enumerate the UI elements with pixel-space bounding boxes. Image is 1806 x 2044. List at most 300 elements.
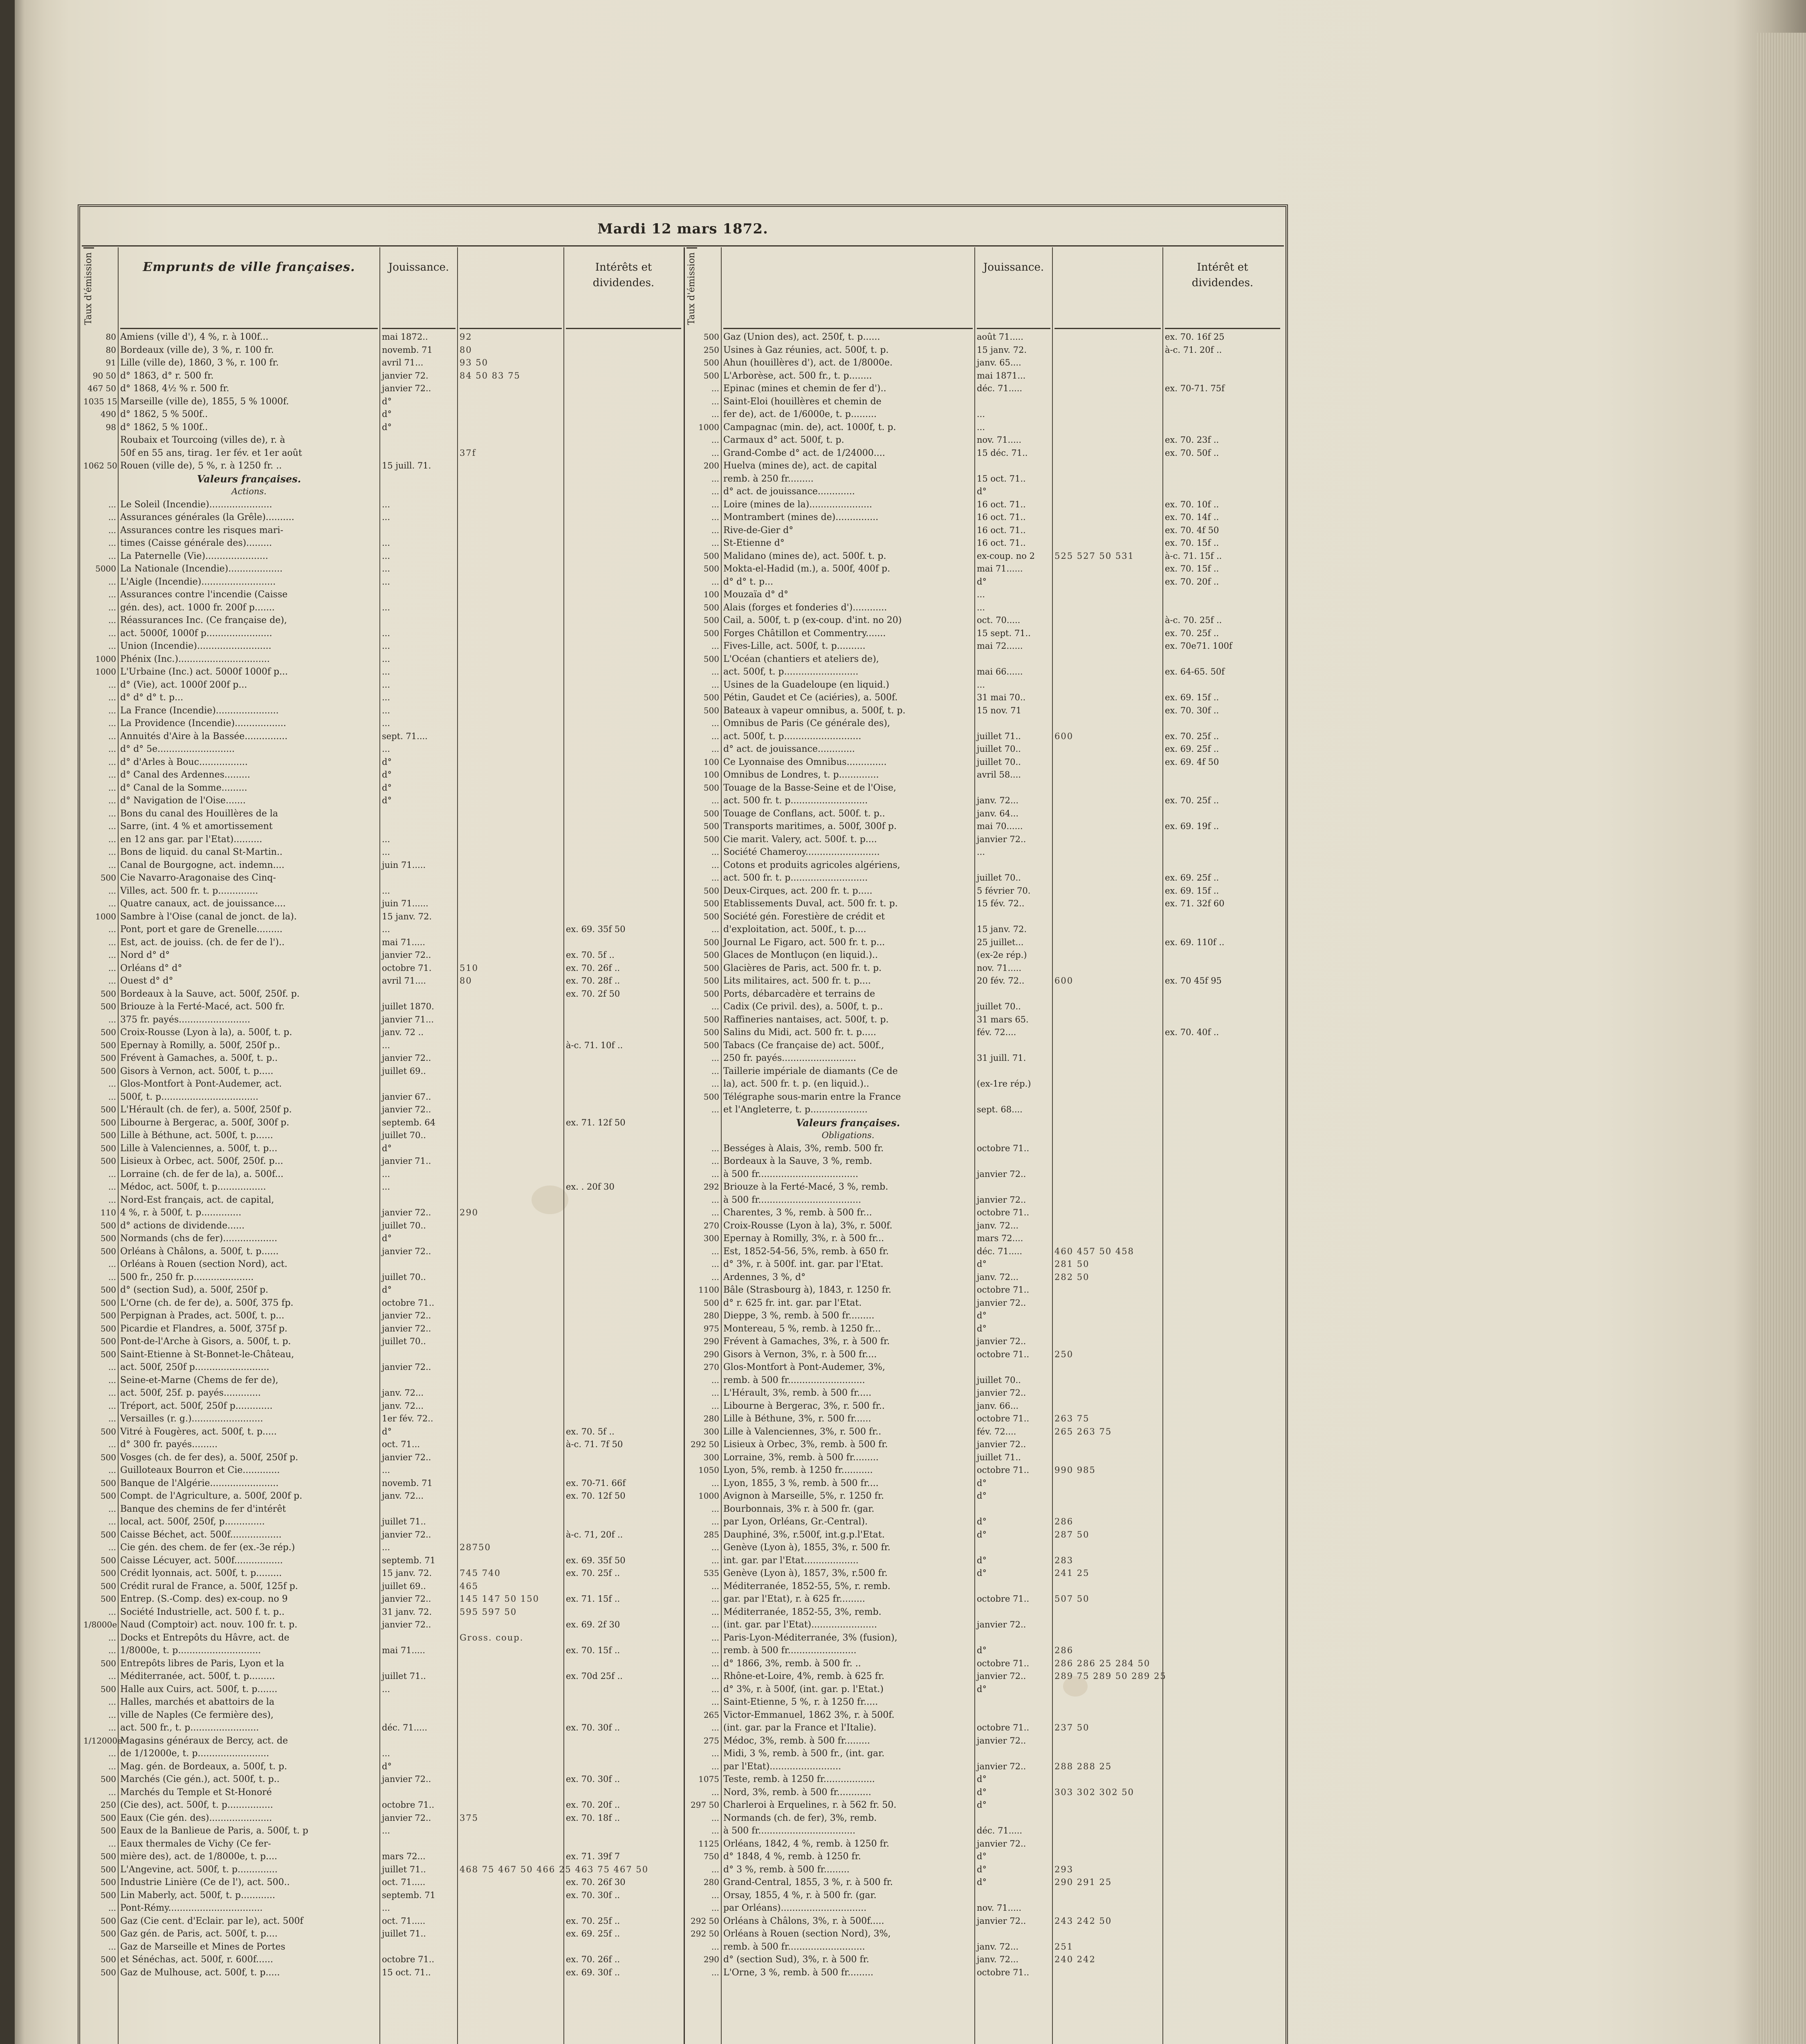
table-cell-desc: Caisse Béchet, act. 500f..................	[120, 1529, 282, 1540]
table-cell-div	[566, 1297, 681, 1310]
table-cell-desc: Montrambert (mines de)...............	[723, 512, 879, 522]
table-cell-rate: 275	[703, 1735, 719, 1746]
table-cell-quote: 237 50	[1054, 1723, 1090, 1732]
table-cell-desc: 250 fr. payés..........................	[723, 1053, 856, 1063]
table-cell-jouis: janvier 72..	[977, 1735, 1026, 1746]
table-cell-jouis: 15 janv. 72.	[977, 924, 1027, 934]
table-cell-jouis: janv. 72...	[977, 796, 1019, 805]
table-cell-rate: ...	[711, 525, 719, 535]
table-cell-jouis: juillet 71..	[382, 1864, 426, 1874]
table-cell-div	[566, 408, 681, 421]
rate-column	[82, 247, 122, 2044]
table-cell-rate: 500	[100, 1684, 116, 1694]
table-cell-div	[566, 370, 681, 383]
table-cell-quote	[460, 859, 562, 872]
table-cell-jouis: juin 71......	[382, 899, 429, 908]
table-cell-div	[1165, 1824, 1280, 1838]
table-cell-quote	[1054, 1232, 1161, 1245]
table-cell-div	[566, 1206, 681, 1219]
table-cell-jouis: juillet 70..	[977, 1375, 1021, 1385]
table-cell-quote	[460, 782, 562, 795]
table-cell-desc: Croix-Rousse (Lyon à la), a. 500f, t. p.	[120, 1027, 292, 1038]
table-cell-desc: Fives-Lille, act. 500f, t. p..........	[723, 641, 866, 651]
table-cell-rate: ...	[711, 1813, 719, 1823]
table-cell-rate: 500	[703, 564, 719, 574]
table-cell-quote	[460, 576, 562, 589]
table-cell-quote	[460, 408, 562, 421]
table-cell-div	[566, 1194, 681, 1207]
table-cell-div	[566, 1335, 681, 1348]
table-cell-jouis: d°	[382, 1285, 392, 1295]
table-cell-quote	[460, 1245, 562, 1258]
table-cell-quote	[460, 1709, 562, 1722]
table-cell-desc: L'Hérault (ch. de fer), a. 500f, 250f p.	[120, 1105, 292, 1115]
table-cell-div	[566, 1078, 681, 1091]
table-cell-quote	[1054, 691, 1161, 704]
table-cell-div	[1165, 1129, 1280, 1142]
table-cell-desc: Saint-Etienne à St-Bonnet-le-Château,	[120, 1349, 294, 1360]
table-cell-div	[566, 511, 681, 524]
table-cell-desc: act. 5000f, 1000f p.......................	[120, 628, 272, 639]
table-cell-div	[566, 910, 681, 923]
table-cell-jouis	[382, 1374, 455, 1387]
table-cell-quote: 595 597 50	[460, 1607, 517, 1617]
table-cell-quote	[460, 717, 562, 730]
table-cell-quote: 465	[460, 1581, 479, 1591]
table-cell-jouis: d°	[382, 782, 392, 793]
table-cell-jouis	[977, 717, 1050, 730]
table-cell-desc: la), act. 500 fr. t. p. (en liquid.)..	[723, 1079, 869, 1089]
table-cell-quote: 990 985	[1054, 1465, 1096, 1475]
table-cell-div	[566, 782, 681, 795]
table-cell-div	[1165, 1503, 1280, 1516]
table-cell-jouis	[977, 1606, 1050, 1619]
table-cell-desc: (int. gar. par la France et l'Italie).	[723, 1723, 877, 1733]
table-cell-rate: 500	[100, 1246, 116, 1256]
table-cell-rate: 1/12000e	[83, 1735, 122, 1746]
table-cell-div	[566, 1142, 681, 1155]
table-cell-div	[566, 846, 681, 859]
table-cell-rate: 91	[105, 358, 116, 368]
table-cell-quote: 525 527 50 531	[1054, 551, 1134, 561]
table-cell-quote	[1054, 1091, 1161, 1104]
table-cell-desc: Briouze à la Ferté-Macé, 3 %, remb.	[723, 1182, 888, 1192]
table-cell-quote	[460, 1747, 562, 1760]
table-cell-jouis: d°	[977, 1774, 987, 1784]
table-cell-jouis	[977, 459, 1050, 473]
table-cell-rate: 500	[100, 1143, 116, 1153]
table-cell-desc: St-Etienne d°	[723, 538, 785, 548]
table-cell-jouis: janvier 72..	[382, 950, 431, 960]
table-cell-quote	[460, 1026, 562, 1039]
table-cell-desc: Paris-Lyon-Méditerranée, 3% (fusion),	[723, 1632, 897, 1643]
table-cell-div	[1165, 485, 1280, 498]
table-cell-rate: ...	[711, 512, 719, 522]
table-cell-rate: 1075	[698, 1774, 719, 1784]
table-cell-desc: Orléans d° d°	[120, 963, 182, 973]
table-cell-jouis	[977, 1747, 1050, 1760]
table-cell-div: ex. 69. 30f ..	[566, 1967, 620, 1977]
table-cell-div	[566, 1155, 681, 1168]
table-cell-div: ex. 69. 19f ..	[1165, 821, 1219, 831]
table-cell-div: ex. 70. 20f ..	[1165, 576, 1219, 587]
table-cell-div: ex. 70 45f 95	[1165, 976, 1222, 986]
table-cell-jouis: juillet 71..	[382, 1929, 426, 1939]
table-cell-rate: ...	[108, 1941, 116, 1952]
table-cell-jouis	[382, 588, 455, 601]
table-cell-desc: d'exploitation, act. 500f., t. p....	[723, 924, 866, 935]
table-cell-div	[1165, 1103, 1280, 1116]
table-cell-desc: Roubaix et Tourcoing (villes de), r. à	[120, 435, 285, 445]
table-cell-quote: 80	[460, 345, 472, 355]
table-cell-jouis	[977, 1039, 1050, 1052]
table-cell-jouis	[977, 395, 1050, 408]
table-cell-jouis: mars 72....	[977, 1233, 1023, 1243]
table-cell-jouis: octobre 71..	[977, 1208, 1030, 1217]
table-cell-desc: Pont-de-l'Arche à Gisors, a. 500f, t. p.	[120, 1336, 291, 1347]
table-cell-rate: ...	[711, 796, 719, 805]
table-cell-quote	[1054, 459, 1161, 473]
table-cell-quote	[460, 923, 562, 936]
table-cell-quote	[460, 1013, 562, 1026]
table-cell-rate: ...	[711, 1401, 719, 1411]
table-cell-rate: 975	[703, 1323, 719, 1334]
table-cell-quote	[460, 1464, 562, 1477]
table-cell-div	[1165, 717, 1280, 730]
table-cell-desc: Sambre à l'Oise (canal de jonct. de la).	[120, 911, 297, 922]
table-cell-quote	[1054, 1490, 1161, 1503]
table-cell-jouis: 16 oct. 71..	[977, 525, 1026, 535]
table-cell-desc: Orléans à Rouen (section Nord), act.	[120, 1259, 287, 1269]
table-cell-jouis: janvier 72..	[977, 1761, 1026, 1771]
table-cell-rate: ...	[711, 679, 719, 690]
table-cell-quote	[1054, 988, 1161, 1001]
table-cell-quote	[460, 1219, 562, 1233]
table-cell-div	[566, 653, 681, 666]
table-cell-desc: Assurances contre les risques mari-	[120, 525, 283, 536]
table-cell-rate: ...	[711, 409, 719, 419]
table-cell-jouis: octobre 71..	[977, 1414, 1030, 1423]
table-cell-desc: Glacières de Paris, act. 500 fr. t. p.	[723, 963, 882, 973]
table-cell-quote	[1054, 1927, 1161, 1941]
table-cell-div	[1165, 833, 1280, 846]
table-cell-desc: act. 500f, t. p..........................	[723, 667, 859, 677]
table-cell-quote	[1054, 1709, 1161, 1722]
table-cell-desc: Gaz de Mulhouse, act. 500f, t. p.....	[120, 1967, 280, 1978]
table-cell-div: ex. 70-71. 66f	[566, 1478, 626, 1488]
table-cell-jouis: ...	[382, 654, 390, 664]
table-cell-quote	[1054, 1683, 1161, 1696]
table-cell-div	[1165, 1593, 1280, 1606]
table-cell-desc: Bons de liquid. du canal St-Martin..	[120, 847, 283, 857]
table-cell-jouis: 31 janv. 72.	[382, 1607, 432, 1617]
table-cell-quote: 290 291 25	[1054, 1877, 1112, 1887]
table-cell-jouis: d°	[977, 1517, 987, 1526]
table-cell-jouis: janvier 72..	[382, 1105, 431, 1114]
table-cell-jouis: septemb. 71	[382, 1555, 435, 1565]
table-cell-rate: ...	[108, 1388, 116, 1398]
table-cell-quote	[460, 1529, 562, 1542]
table-cell-rate: ...	[108, 937, 116, 947]
table-cell-rate: ...	[711, 924, 719, 934]
table-cell-quote	[460, 653, 562, 666]
table-cell-quote	[460, 1760, 562, 1773]
table-cell-jouis: d°	[977, 576, 987, 587]
table-cell-quote	[1054, 859, 1161, 872]
table-cell-desc: Dauphiné, 3%, r.500f, int.g.p.l'Etat.	[723, 1529, 885, 1540]
table-cell-div: ex. 70. 15f ..	[1165, 564, 1219, 574]
table-cell-quote: 92	[460, 332, 472, 342]
table-cell-desc: La France (Incendie)......................	[120, 705, 279, 716]
table-cell-rate: 500	[100, 1002, 116, 1011]
table-cell-div: ex. 69. 25f ..	[566, 1929, 620, 1939]
table-cell-rate: 500	[100, 1478, 116, 1488]
table-cell-jouis: août 71.....	[977, 332, 1023, 342]
table-cell-div	[1165, 459, 1280, 473]
table-cell-div: ex. 70. 25f ..	[566, 1568, 620, 1578]
table-cell-quote: 240 242	[1054, 1954, 1096, 1964]
table-cell-rate: 80	[105, 345, 116, 355]
table-cell-desc: d° 1862, 5 % 500f..	[120, 409, 208, 419]
table-cell-desc: Victor-Emmanuel, 1862 3%, r. à 500f.	[723, 1710, 895, 1720]
table-cell-jouis: sept. 71....	[382, 731, 428, 741]
table-cell-jouis: d°	[977, 1323, 987, 1334]
table-cell-jouis: mars 72...	[382, 1851, 426, 1861]
table-cell-div	[1165, 1412, 1280, 1425]
table-cell-desc: Gisors à Vernon, 3%, r. à 500 fr....	[723, 1349, 877, 1360]
table-cell-div	[566, 1515, 681, 1529]
table-cell-jouis: mai 72......	[977, 641, 1023, 651]
table-cell-jouis: oct. 71.....	[382, 1916, 426, 1926]
table-cell-quote	[460, 1721, 562, 1735]
table-cell-desc: Méditerranée, act. 500f, t. p.........	[120, 1671, 275, 1681]
table-cell-div	[1165, 988, 1280, 1001]
table-cell-quote	[460, 1735, 562, 1748]
table-cell-quote	[460, 434, 562, 447]
table-cell-quote	[1054, 498, 1161, 511]
table-cell-rate: ...	[108, 1504, 116, 1514]
table-cell-desc: Halles, marchés et abattoirs de la	[120, 1697, 275, 1707]
interest-header: Intérêts et dividendes.	[566, 247, 681, 329]
table-cell-quote: 281 50	[1054, 1259, 1090, 1269]
table-cell-rate: ...	[108, 1787, 116, 1797]
table-cell-quote	[460, 1477, 562, 1490]
table-cell-desc: L'Urbaine (Inc.) act. 5000f 1000f p...	[120, 667, 288, 677]
table-cell-rate: ...	[108, 1362, 116, 1372]
table-cell-quote	[1054, 640, 1161, 653]
table-cell-rate: 500	[100, 1813, 116, 1823]
table-cell-jouis: janvier 72..	[382, 1246, 431, 1256]
table-cell-div	[1165, 1374, 1280, 1387]
table-cell-rate: 500	[703, 976, 719, 986]
table-cell-div	[566, 1026, 681, 1039]
table-cell-jouis: juillet 71..	[382, 1517, 426, 1526]
table-cell-desc: Ce Lyonnaise des Omnibus..............	[723, 757, 887, 767]
table-cell-desc: en 12 ans gar. par l'Etat)..........	[120, 834, 262, 845]
table-cell-rate: 265	[703, 1710, 719, 1720]
table-cell-div	[1165, 1941, 1280, 1954]
table-cell-jouis: oct. 71.....	[382, 1877, 426, 1887]
table-cell-rate: 500	[100, 1658, 116, 1668]
table-cell-rate: ...	[108, 1671, 116, 1681]
section-subheading: Actions.	[231, 486, 267, 496]
table-cell-jouis	[382, 1941, 455, 1954]
table-cell-quote	[460, 1941, 562, 1954]
table-cell-desc: Rhône-et-Loire, 4%, remb. à 625 fr.	[723, 1671, 884, 1681]
table-cell-desc: Pont-Rémy.................................	[120, 1903, 263, 1913]
table-cell-quote	[1054, 1902, 1161, 1915]
table-cell-rate: ...	[711, 1066, 719, 1076]
table-cell-div	[1165, 1915, 1280, 1928]
table-cell-desc: Normands (ch. de fer), 3%, remb.	[723, 1813, 877, 1823]
table-cell-quote	[460, 1232, 562, 1245]
table-cell-quote	[1054, 601, 1161, 614]
table-cell-rate: ...	[711, 1169, 719, 1179]
table-cell-quote: 241 25	[1054, 1568, 1090, 1578]
table-cell-jouis: 1er fév. 72..	[382, 1414, 433, 1423]
table-cell-div	[1165, 1632, 1280, 1645]
table-cell-div	[566, 1322, 681, 1336]
table-cell-desc: d° actions de dividende......	[120, 1220, 245, 1231]
table-cell-desc: Marseille (ville de), 1855, 5 % 1000f.	[120, 396, 289, 407]
table-cell-desc: Saint-Etienne, 5 %, r. à 1250 fr.....	[723, 1697, 878, 1707]
table-cell-jouis: déc. 71.....	[382, 1723, 428, 1732]
table-cell-rate: ...	[711, 1504, 719, 1514]
table-cell-jouis: mai 66......	[977, 667, 1023, 677]
table-cell-div	[1165, 1696, 1280, 1709]
table-cell-desc: L'Orne, 3 %, remb. à 500 fr.........	[723, 1967, 874, 1978]
table-cell-quote	[1054, 1966, 1161, 1979]
table-cell-quote	[460, 949, 562, 962]
table-cell-div	[1165, 588, 1280, 601]
table-cell-quote	[460, 1361, 562, 1374]
table-cell-rate: ...	[711, 383, 719, 393]
table-cell-quote	[1054, 704, 1161, 717]
table-cell-rate: ...	[108, 679, 116, 690]
table-cell-desc: Salins du Midi, act. 500 fr. t. p.....	[723, 1027, 876, 1038]
dividends-column	[564, 247, 683, 2044]
table-cell-rate: ...	[108, 950, 116, 960]
page-title: Mardi 12 mars 1872.	[597, 221, 768, 237]
table-cell-rate: ...	[711, 1053, 719, 1063]
table-cell-desc: Compt. de l'Agriculture, a. 500f, 200f p.	[120, 1491, 303, 1501]
table-cell-quote	[460, 1850, 562, 1863]
table-cell-quote	[1054, 949, 1161, 962]
table-cell-desc: Touage de Conflans, act. 500f. t. p..	[723, 808, 885, 819]
table-cell-div	[1165, 1400, 1280, 1413]
table-cell-rate: ...	[108, 1517, 116, 1526]
table-cell-rate: 500	[100, 1826, 116, 1836]
table-cell-rate: ...	[711, 1941, 719, 1952]
table-cell-quote	[1054, 1812, 1161, 1825]
table-cell-div	[566, 1232, 681, 1245]
table-cell-jouis: janvier 72..	[977, 834, 1026, 844]
table-cell-desc: Loire (mines de la)......................	[723, 499, 873, 510]
table-cell-jouis	[382, 820, 455, 833]
table-cell-desc: act. 500f, t. p...........................	[723, 731, 861, 742]
table-cell-jouis: octobre 71..	[977, 1349, 1030, 1359]
table-cell-rate: ...	[108, 1414, 116, 1423]
table-cell-div	[1165, 1606, 1280, 1619]
table-cell-desc: Frévent à Gamaches, a. 500f, t. p..	[120, 1053, 278, 1063]
table-cell-quote	[1054, 743, 1161, 756]
table-cell-desc: 50f en 55 ans, tirag. 1er fév. et 1er août	[120, 448, 302, 458]
table-cell-jouis	[977, 782, 1050, 795]
table-cell-div: ex. 70. 26f ..	[566, 963, 620, 973]
table-cell-div	[566, 1606, 681, 1619]
table-cell-rate: 500	[100, 1117, 116, 1127]
table-cell-jouis: ...	[382, 551, 390, 561]
table-cell-div: ex. 70. 16f 25	[1165, 332, 1225, 342]
table-cell-jouis: juillet 70..	[382, 1130, 426, 1140]
table-cell-div	[566, 550, 681, 563]
table-cell-rate: 467 50	[87, 383, 116, 393]
table-cell-jouis: janv. 72...	[382, 1491, 424, 1501]
table-cell-jouis	[382, 614, 455, 627]
table-cell-div: ex. 70. 25f ..	[1165, 628, 1219, 638]
table-cell-rate: ...	[108, 963, 116, 973]
table-cell-quote: 145 147 50 150	[460, 1594, 539, 1604]
table-cell-desc: Usines de la Guadeloupe (en liquid.)	[723, 679, 889, 690]
table-cell-rate: 500	[100, 1130, 116, 1140]
table-cell-desc: Bordeaux à la Sauve, act. 500f, 250f. p.	[120, 988, 300, 999]
table-cell-div	[566, 1387, 681, 1400]
table-cell-rate: ...	[711, 1143, 719, 1153]
table-cell-jouis: ...	[382, 641, 390, 651]
table-cell-rate: ...	[711, 1542, 719, 1552]
table-cell-quote	[1054, 1219, 1161, 1233]
table-cell-desc: Phénix (Inc.)................................	[120, 654, 270, 664]
table-cell-quote	[460, 537, 562, 550]
table-cell-jouis	[977, 1812, 1050, 1825]
table-cell-rate: 500	[100, 1594, 116, 1604]
table-cell-jouis: octobre 71..	[382, 1298, 435, 1308]
table-cell-div	[566, 691, 681, 704]
table-cell-desc: int. gar. par l'Etat...................	[723, 1555, 859, 1566]
table-cell-rate: ...	[108, 1632, 116, 1643]
table-cell-rate: ...	[108, 1195, 116, 1205]
table-cell-desc: Perpignan à Prades, act. 500f, t. p...	[120, 1311, 285, 1321]
table-cell-div	[1165, 859, 1280, 872]
table-cell-jouis: janvier 72..	[382, 1774, 431, 1784]
table-cell-desc: Normands (chs de fer)...................	[120, 1233, 278, 1244]
table-cell-quote	[460, 910, 562, 923]
table-cell-div	[566, 936, 681, 949]
table-cell-desc: L'Orne (ch. de fer de), a. 500f, 375 fp.	[120, 1298, 294, 1308]
table-cell-rate: ...	[108, 757, 116, 767]
table-cell-rate: 500	[100, 1916, 116, 1926]
table-cell-desc: Sarre, (int. 4 % et amortissement	[120, 821, 273, 831]
table-cell-quote	[460, 846, 562, 859]
table-cell-jouis: ...	[382, 744, 390, 754]
table-cell-rate: ...	[108, 512, 116, 522]
table-cell-desc: L'Arborèse, act. 500 fr., t. p........	[723, 370, 872, 381]
table-cell-div	[566, 1464, 681, 1477]
table-cell-rate: 500	[100, 988, 116, 999]
table-cell-rate: 500	[703, 911, 719, 921]
page-edges	[1757, 33, 1806, 2044]
table-cell-rate: 500	[703, 963, 719, 973]
table-cell-jouis: 25 juillet...	[977, 937, 1024, 947]
table-cell-jouis: avril 58....	[977, 770, 1021, 780]
table-cell-quote	[460, 1387, 562, 1400]
table-cell-rate: ...	[711, 847, 719, 857]
table-cell-div: ex. 69. 110f ..	[1165, 937, 1225, 947]
table-cell-desc: 4 %, r. à 500f, t. p..............	[120, 1208, 242, 1218]
table-cell-desc: d° d° 5e...........................	[120, 744, 235, 754]
table-cell-quote	[1054, 910, 1161, 923]
table-cell-jouis: ...	[382, 1684, 390, 1694]
